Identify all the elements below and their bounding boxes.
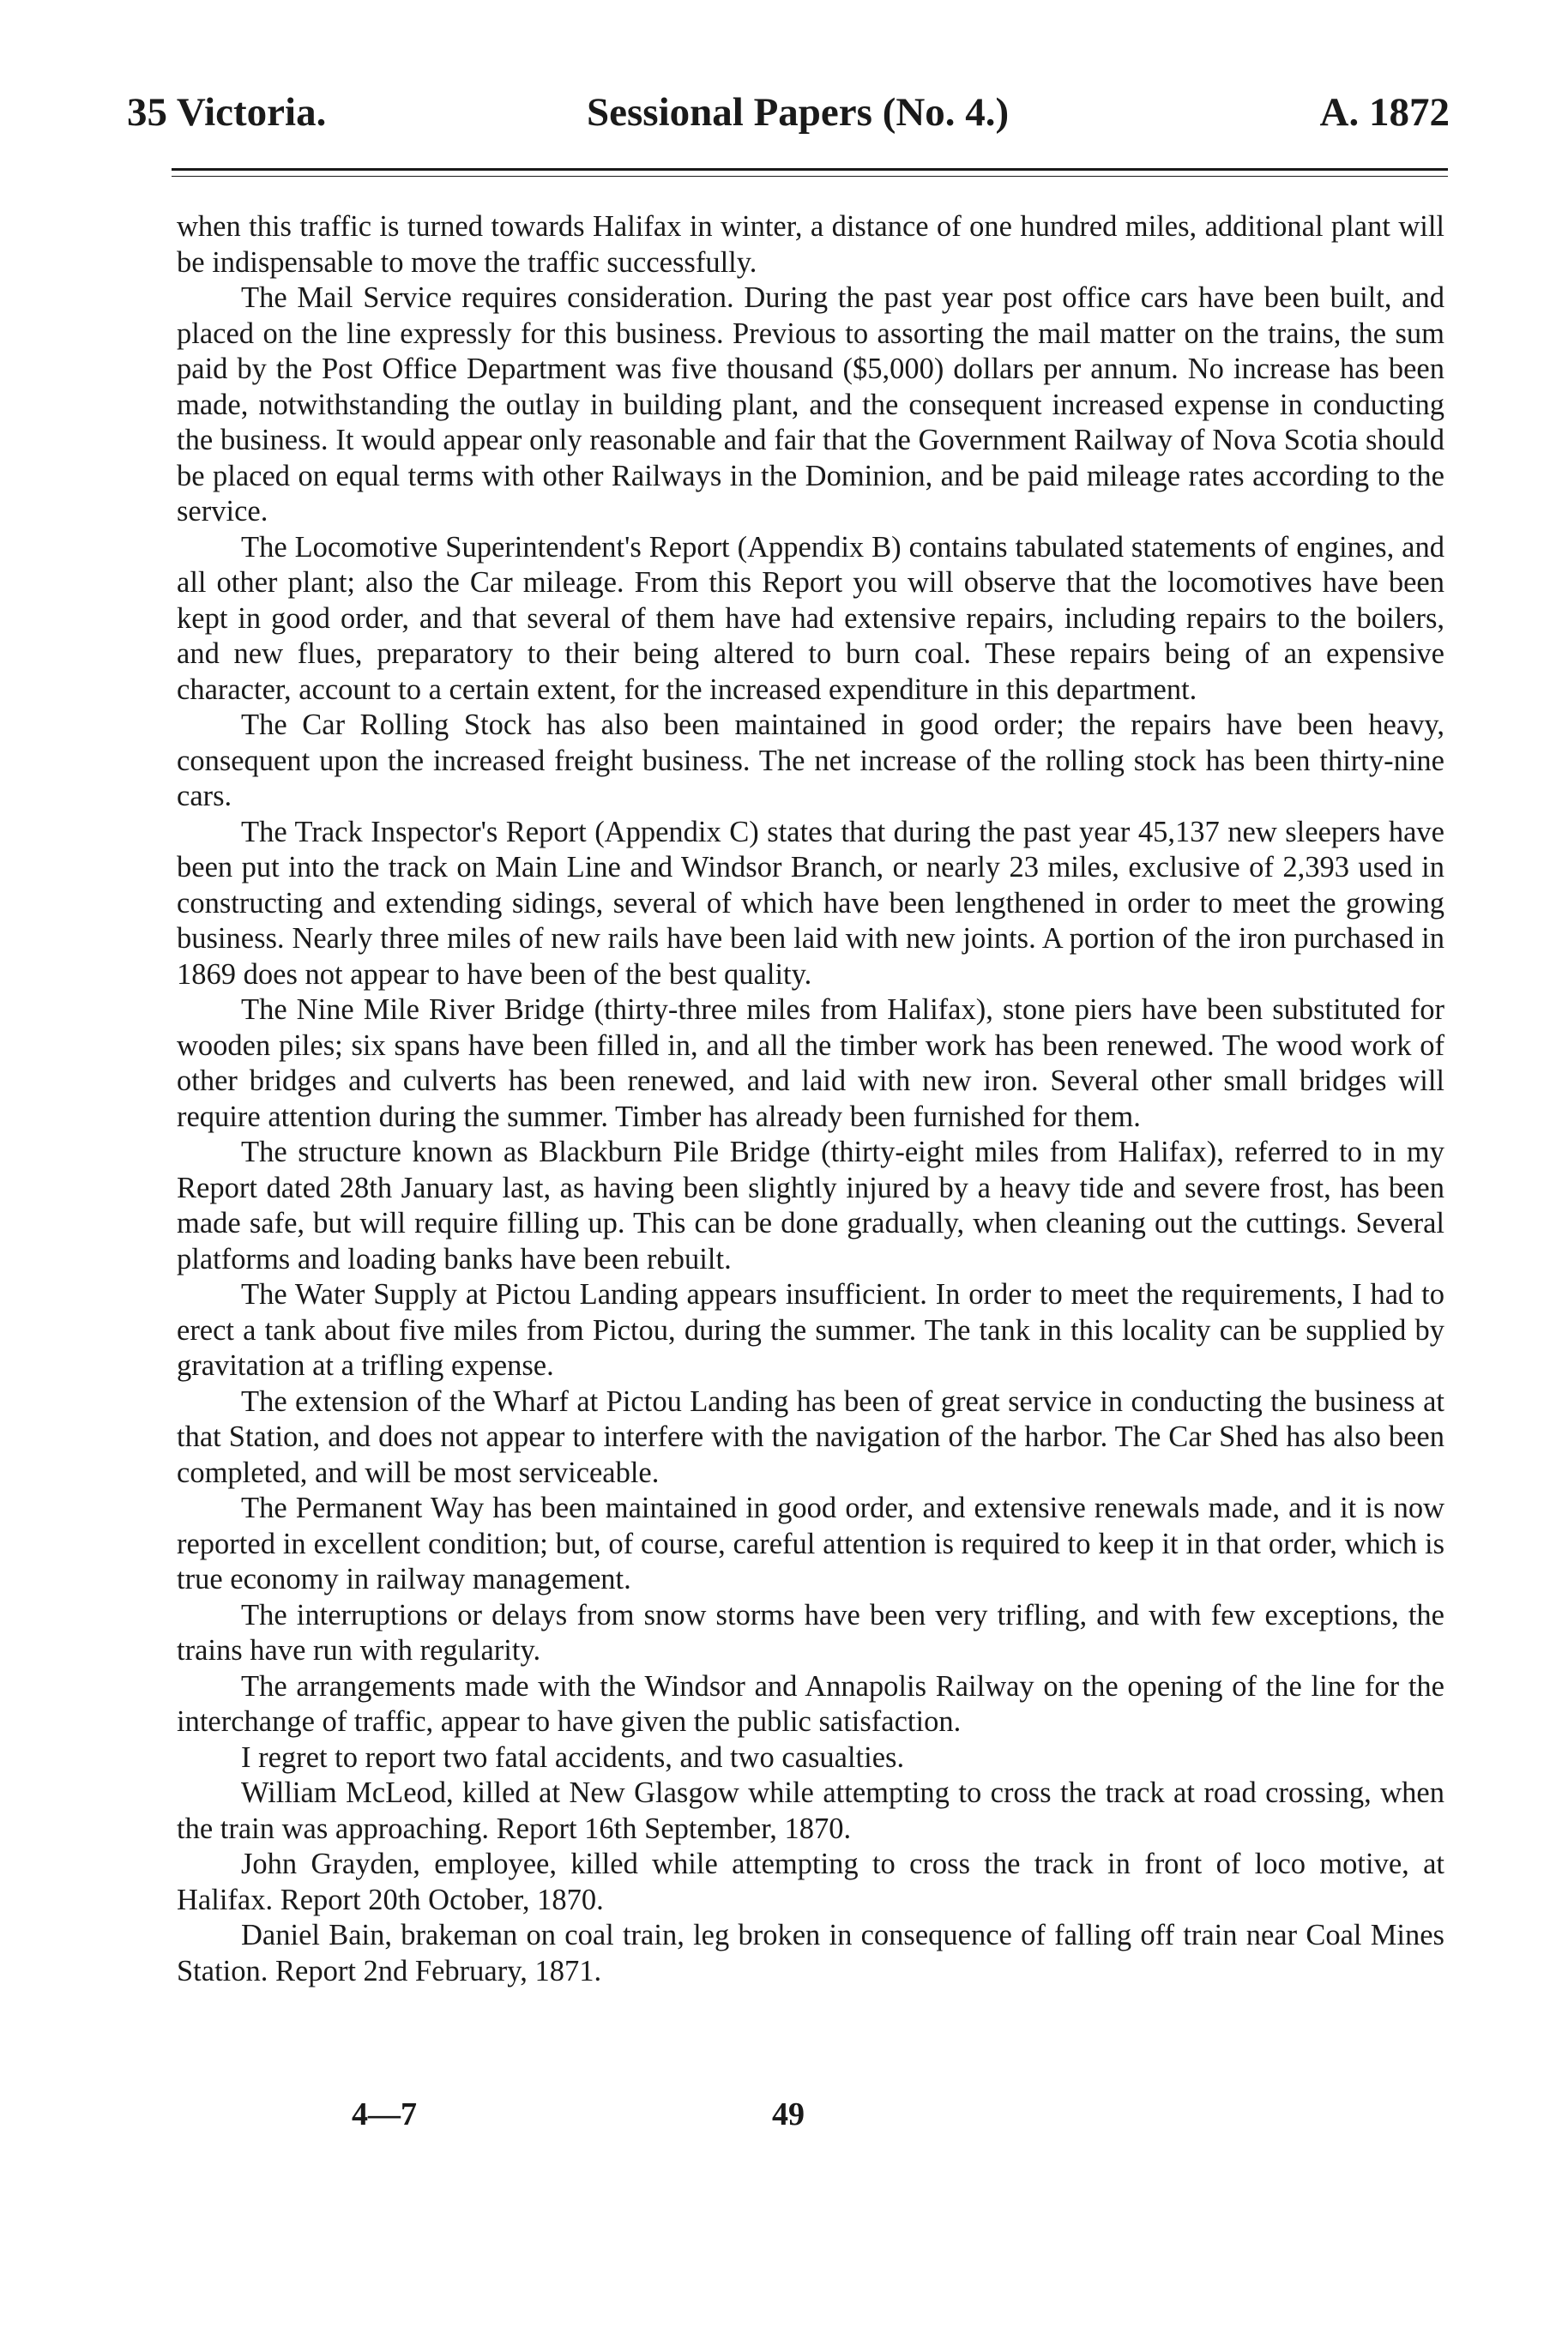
paragraph-snow-storms: The interruptions or delays from snow storms have been very trifling, and with few exceptions, the trains have run with regularity. — [177, 1598, 1444, 1667]
paragraph-accidents-intro: I regret to report two fatal accidents, and two casualties. — [241, 1740, 905, 1774]
paragraph-mail-service: The Mail Service requires consideration. During the past year post office cars have been built, and placed on the line expressly for this business. Previous to assorting the mail matter on the trains, the sum paid by the Post Office Department was five thousand ($5,000) dollars per annum. No increase has been made, notwithstanding the outlay in building plant, and the consequent increased expense in conducting the business. It would appear only reasonable and fair that the Government Railway of Nova Scotia should be placed on equal terms with other Railways in the Dominion, and be paid mileage rates according to the service. — [177, 281, 1444, 528]
header-volume: 35 Victoria. — [127, 90, 327, 135]
header-title: Sessional Papers (No. 4.) — [587, 90, 1010, 135]
running-header — [127, 82, 1450, 142]
paragraph-car-rolling-stock: The Car Rolling Stock has also been maintained in good order; the repairs have been heavy, consequent upon the increased freight business. The net increase of the rolling stock has been thirty-nine cars. — [177, 709, 1444, 812]
paragraph-accident-mcleod: William McLeod, killed at New Glasgow while attempting to cross the track at road crossing, when the train was approaching. Report 16th September, 1870. — [177, 1776, 1444, 1845]
paragraph-nine-mile-bridge: The Nine Mile River Bridge (thirty-three miles from Halifax), stone piers have been substituted for wooden piles; six spans have been filled in, and all the timber work has been renewed. The wood work of other bridges and culverts has been renewed, and laid with new iron. Several other small bridges will require attention during the summer. Timber has already been furnished for them. — [177, 993, 1444, 1133]
paragraph-permanent-way: The Permanent Way has been maintained in good order, and extensive renewals made, and it is now reported in excellent condition; but, of course, careful attention is required to keep it in that order, which is true economy in railway management. — [177, 1492, 1444, 1595]
paragraph-accident-bain: Daniel Bain, brakeman on coal train, leg broken in consequence of falling off train near Coal Mines Station. Report 2nd February, 1871. — [177, 1919, 1444, 1987]
header-rule-thin — [172, 176, 1448, 177]
paragraph-accident-grayden: John Grayden, employee, killed while attempting to cross the track in front of loco motive, at Halifax. Report 20th October, 1870. — [177, 1848, 1444, 1916]
paragraph-wharf-extension: The extension of the Wharf at Pictou Landing has been of great service in conducting the business at that Station, and does not appear to interfere with the navigation of the harbor. The Car Shed has also been completed, and will be most serviceable. — [177, 1384, 1444, 1489]
signature-mark: 4—7 — [352, 2096, 417, 2132]
header-rule-thick — [172, 168, 1448, 171]
paragraph-locomotive-report: The Locomotive Superintendent's Report (Appendix B) contains tabulated statements of engines, and all other plant; also the Car mileage. From this Report you will observe that the locomotives have been kept in good order, and that several of them have had extensive repairs, including repairs to the boilers, and new flues, preparatory to their being altered to burn coal. These repairs being of an expensive character, account to a certain extent, for the increased expenditure in this department. — [177, 530, 1444, 706]
paragraph-water-supply: The Water Supply at Pictou Landing appears insufficient. In order to meet the requirements, I had to erect a tank about five miles from Pictou, during the summer. The tank in this locality can be supplied by gravitation at a trifling expense. — [177, 1278, 1444, 1382]
header-year: A. 1872 — [1319, 90, 1450, 135]
page-number: 49 — [772, 2096, 805, 2132]
paragraph-continuation: when this traffic is turned towards Halifax in winter, a distance of one hundred miles, additional plant will be indispensable to move the traffic successfully. — [177, 210, 1444, 279]
paragraph-track-inspector: The Track Inspector's Report (Appendix C) states that during the past year 45,137 new sleepers have been put into the track on Main Line and Windsor Branch, or nearly 23 miles, exclusive of 2,393 used in constructing and extending sidings, several of which have been lengthened in order to meet the growing business. Nearly three miles of new rails have been laid with new joints. A portion of the iron purchased in 1869 does not appear to have been of the best quality. — [177, 815, 1444, 991]
body-text — [177, 209, 1444, 1989]
paragraph-blackburn-bridge: The structure known as Blackburn Pile Bridge (thirty-eight miles from Halifax), referred to in my Report dated 28th January last, as having been slightly injured by a heavy tide and severe frost, has been made safe, but will require filling up. This can be done gradually, when cleaning out the cuttings. Several platforms and loading banks have been rebuilt. — [177, 1136, 1444, 1276]
paragraph-windsor-annapolis: The arrangements made with the Windsor and Annapolis Railway on the opening of the line for the interchange of traffic, appear to have given the public satisfaction. — [177, 1669, 1444, 1738]
